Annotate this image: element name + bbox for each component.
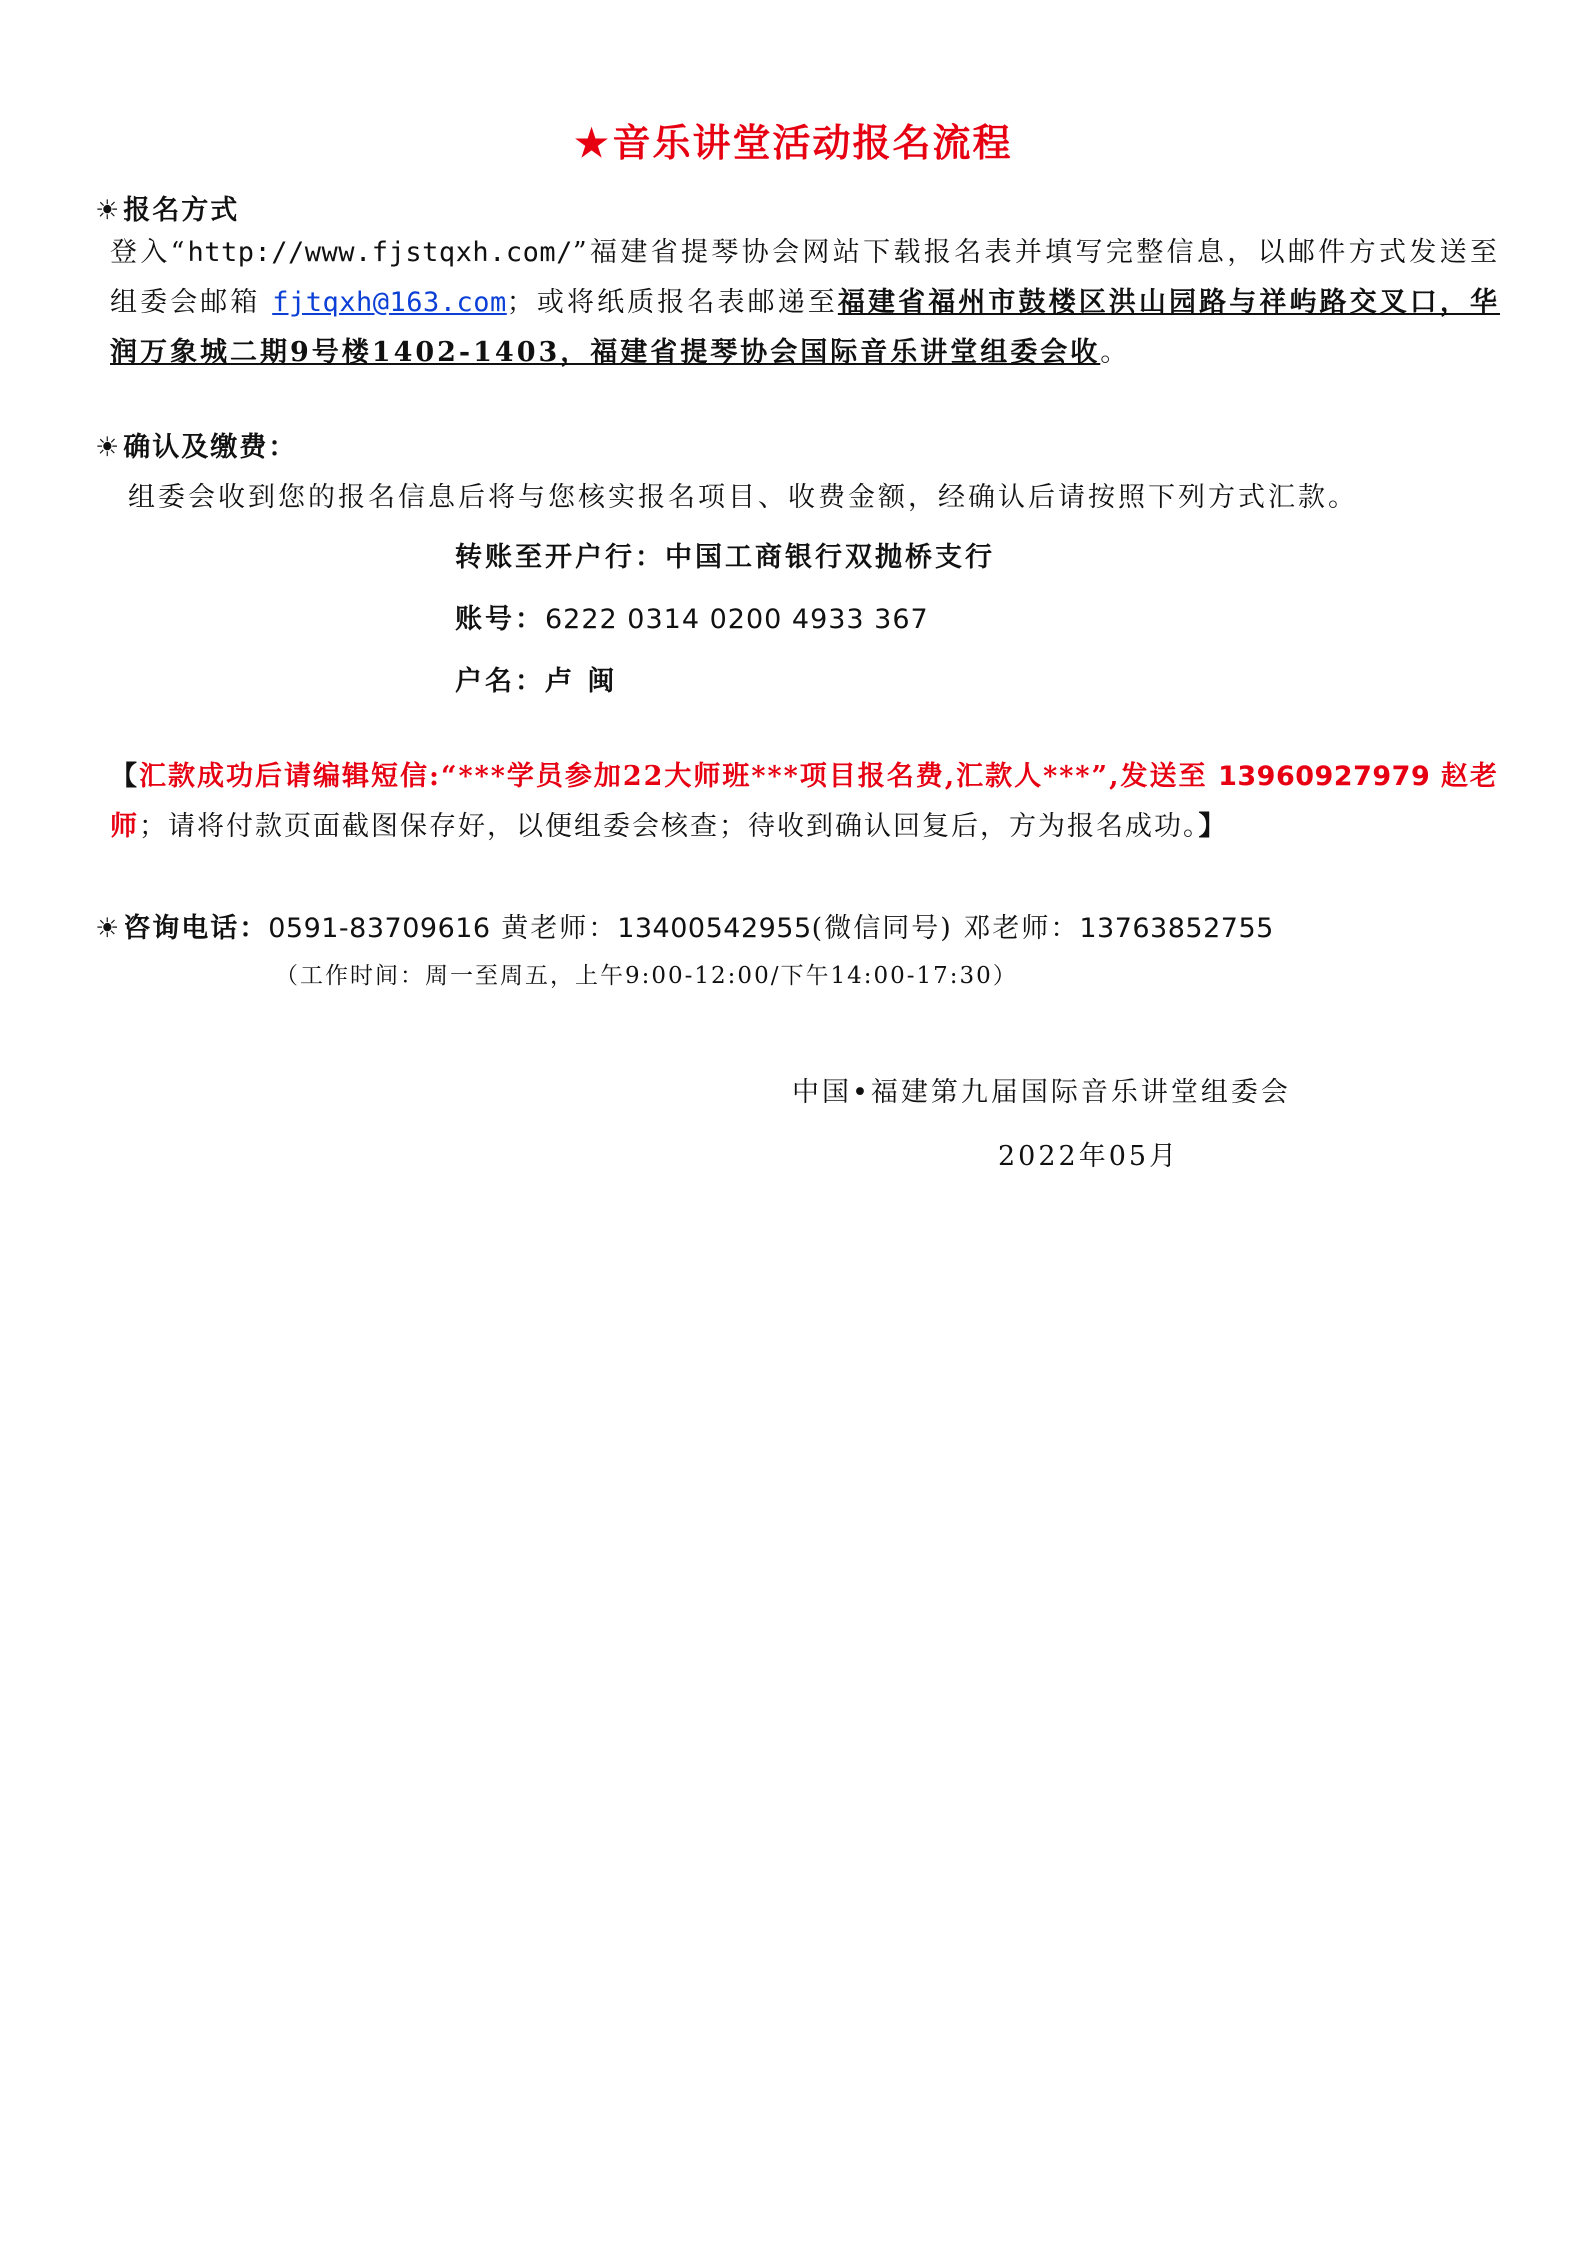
consult-wechat-note: (微信同号) (811, 913, 953, 944)
payment-notice (110, 752, 1505, 852)
bank-name: 中国工商银行双抛桥支行 (665, 542, 995, 573)
star-icon: ★ (574, 120, 611, 165)
signature-date: 2022年05月 (998, 1141, 1180, 1172)
sun-icon: ☀ (95, 913, 122, 944)
holder-name: 卢 闽 (545, 666, 618, 697)
notice-sms-instruction: 汇款成功后请编辑短信:“***学员参加22大师班***项目报名费,汇款人***”,发送至 (139, 761, 1208, 792)
section-registration-text (110, 228, 1500, 378)
consult-label: 咨询电话： (123, 913, 269, 944)
page-title-text: 音乐讲堂活动报名流程 (612, 120, 1013, 165)
registration-text-a: 登入“ (110, 237, 188, 268)
notice-close-bracket: 】 (1198, 811, 1228, 842)
consult-phone-office: 0591-83709616 (268, 913, 491, 944)
notice-open-bracket: 【 (110, 761, 139, 792)
sun-icon: ☀ (95, 432, 122, 463)
section-payment-heading (95, 425, 297, 464)
section-registration-heading (95, 188, 239, 227)
consult-phone-deng: 13763852755 (1079, 913, 1274, 944)
consult-line (95, 906, 1274, 945)
sun-icon: ☀ (95, 195, 122, 226)
consult-teacher-deng: 邓老师： (963, 913, 1080, 944)
signature-organization: 中国•福建第九届国际音乐讲堂组委会 (792, 1077, 1291, 1108)
registration-text-b: ”福建省提琴协会网站下载报名表并填写完整信息，以邮件方式发送至组委会邮箱 (110, 237, 1500, 318)
notice-screenshot-instruction: ；请将付款页面截图保存好，以便组委会核查；待收到确认回复后，方为报名成功。 (139, 811, 1199, 842)
page-title (0, 112, 1587, 167)
mailing-address: 福建省福州市鼓楼区洪山园路与祥屿路交叉口，华润万象城二期9号楼1402-1403，福建省提琴协会国际音乐讲堂组委会收 (110, 287, 1501, 368)
consult-phone-huang: 13400542955 (617, 913, 812, 944)
payment-instructions: 组委会收到您的报名信息后将与您核实报名项目、收费金额，经确认后请按照下列方式汇款。 (128, 482, 1358, 513)
consult-teacher-huang: 黄老师： (501, 913, 618, 944)
bank-line (455, 535, 995, 574)
registration-text-c: ；或将纸质报名表邮递至 (506, 287, 838, 318)
bank-label: 转账至开户行： (455, 542, 665, 573)
working-hours: （工作时间：周一至周五，上午9:00-12:00/下午14:00-17:30） (275, 963, 1018, 989)
website-link[interactable]: http://www.fjstqxh.com/ (187, 237, 573, 268)
registration-text-end: 。 (1100, 337, 1131, 368)
holder-line (455, 659, 617, 698)
email-link[interactable]: fjtqxh@163.com (272, 287, 507, 318)
account-line (455, 597, 929, 636)
account-label: 账号： (455, 604, 545, 635)
holder-label: 户名： (455, 666, 545, 697)
account-number: 6222 0314 0200 4933 367 (545, 604, 929, 635)
notice-contact-name: 赵老师 (110, 761, 1499, 842)
section-payment-heading-text: 确认及缴费： (123, 432, 298, 463)
section-registration-heading-text: 报名方式 (123, 195, 240, 226)
notice-phone: 13960927979 (1218, 761, 1431, 792)
